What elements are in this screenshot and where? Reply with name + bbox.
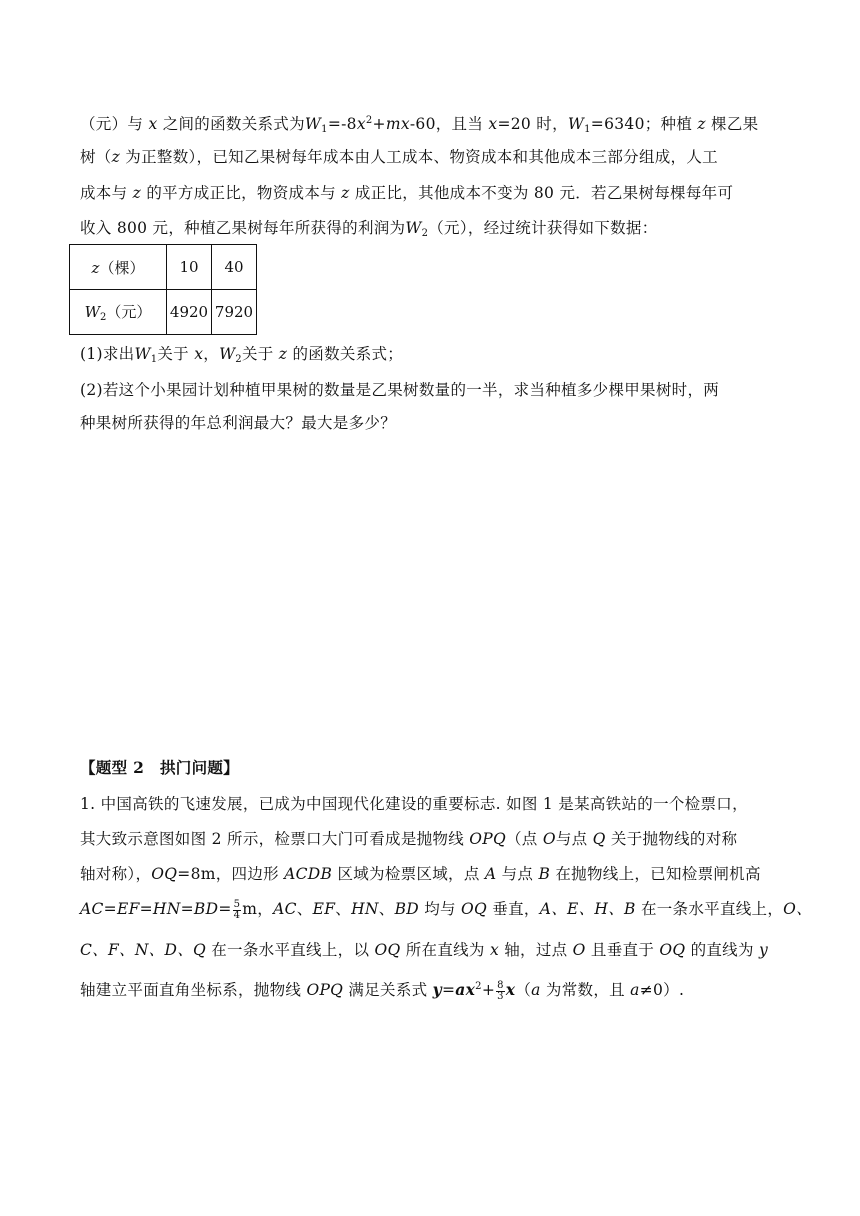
section2-line-3: 轴对称），OQ=8m，四边形 ACDB 区域为检票区域，点 A 与点 B 在抛物线上，已知检票闸机高 (80, 865, 761, 883)
table-row (70, 290, 257, 335)
problem-line-1: （元）与 x 之间的函数关系式为$W_1=-8x^2+mx-60$，且当 x=20 时，$W_1=6340$；种植 z 棵乙果 (80, 115, 759, 135)
table-cell: 40 (212, 245, 257, 290)
table-cell: 10 (167, 245, 212, 290)
problem-line-4: 收入 800 元，种植乙果树每年所获得的利润为$W_2$（元），经过统计获得如下数据： (80, 219, 658, 239)
fraction: $\frac{5}{4}$ (233, 898, 241, 921)
question-2-line-1: (2)若这个小果园计划种植甲果树的数量是乙果树数量的一半，求当种植多少棵甲果树时，两 (80, 381, 720, 399)
problem-line-2: 树（z 为正整数），已知乙果树每年成本由人工成本、物资成本和其他成本三部分组成，人工 (80, 148, 718, 166)
table-row (70, 245, 257, 290)
table-cell: 4920 (167, 290, 212, 335)
question-2-line-2: 种果树所获得的年总利润最大？最大是多少？ (80, 414, 397, 432)
section2-line-1: 1. 中国高铁的飞速发展，已成为中国现代化建设的重要标志. 如图 1 是某高铁站的一个检票口， (80, 795, 748, 813)
table-header-cell: z（棵） (70, 245, 167, 290)
question-1: (1)求出$W_1$关于 x，$W_2$关于 z 的函数关系式； (80, 345, 404, 365)
section-heading: 【题型 2 拱门问题】 (80, 758, 239, 777)
fraction: $\frac{8}{3}$ (497, 979, 504, 1002)
table-cell: 7920 (212, 290, 257, 335)
section2-line-4: AC=EF=HN=BD= $\frac{5}{4}$ m，AC、EF、HN、BD 均与 OQ 垂直，A、E、H、B 在一条水平直线上，O、 (80, 898, 812, 921)
data-table (69, 244, 257, 335)
section2-line-6: 轴建立平面直角坐标系，抛物线 OPQ 满足关系式 $y=ax^2+$ $\frac{8}{3}$ x（a 为常数，且 a≠0）. (80, 979, 685, 1002)
problem-line-3: 成本与 z 的平方成正比，物资成本与 z 成正比，其他成本不变为 80 元．若乙果树每棵每年可 (80, 184, 734, 202)
section2-line-5: C、F、N、D、Q 在一条水平直线上，以 OQ 所在直线为 x 轴，过点 O 且垂直于 OQ 的直线为 y (80, 941, 769, 959)
section2-line-2: 其大致示意图如图 2 所示，检票口大门可看成是抛物线 OPQ（点 O与点 Q 关于抛物线的对称 (80, 830, 738, 848)
table-header-cell: $W_2$（元） (70, 290, 167, 335)
